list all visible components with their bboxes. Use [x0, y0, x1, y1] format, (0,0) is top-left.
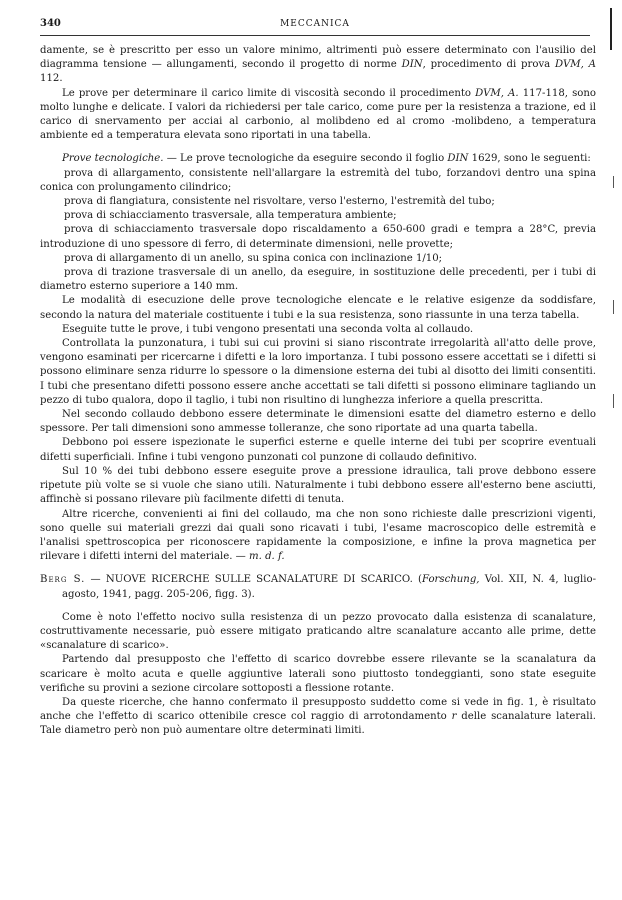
article-heading: Berg S. — NUOVE RICERCHE SULLE SCANALATURE DI SCARICO. (Forschung, Vol. XII, N. 4, luglio-agosto, 1941, pagg. 205-206, figg. 3).: [40, 574, 597, 600]
prove-lead: Prove tecnologiche. — Le prove tecnologiche da eseguire secondo il foglio DIN 1629, sono le seguenti:: [62, 153, 591, 165]
article-paragraph: Da queste ricerche, che hanno confermato il presupposto suddetto come si vede in fig. 1, è risultato anche che l'effetto di scarico ottenibile cresce col raggio di arrotondamento r delle scanalature laterali. Tale diametro però non può aumentare oltre determinati limiti.: [40, 696, 596, 737]
article-paragraph: Come è noto l'effetto nocivo sulla resistenza di un pezzo provocato dalla esistenza di scanalature, costruttivamente necessarie, può essere mitigato praticando altre scanalature accanto alle prime, dette «scanalature di scarico».: [40, 611, 596, 652]
page-number: 340: [40, 18, 61, 29]
paragraph: Controllata la punzonatura, i tubi sui cui provini si siano riscontrate irregolarità all'atto delle prove, vengono esaminati per ricercarne i difetti e la loro importanza. I tubi possono essere accettati se i difetti si possono eliminare senza ridurre lo spessore o la dimensione esterna dei tubi al disotto dei limiti consentiti. I tubi che presentano difetti possono essere anche accettati se tali difetti si possono eliminare tagliando un pezzo di tubo qualora, dopo il taglio, i tubi non risultino di lunghezza inferiore a quella prescritta.: [40, 338, 596, 406]
article-paragraph: Partendo dal presupposto che l'effetto di scarico dovrebbe essere rilevante se la scanalatura da scaricare è molto acuta e quelle aggiuntive laterali sono piuttosto tondeggianti, sono state eseguite verifiche su provini a sezione circolare sottoposti a flessione rotante.: [40, 654, 596, 694]
page-header: [40, 18, 590, 34]
test-list-item: prova di flangiatura, consistente nel risvoltare, verso l'esterno, l'estremità del tubo;: [64, 196, 495, 208]
intro-paragraph-1: damente, se è prescritto per esso un valore minimo, altrimenti può essere determinato con l'ausilio del diagramma tensione — allungamenti, secondo il progetto di norme DIN, procedimento di prova DVM, A 112.: [40, 45, 596, 85]
test-list-item: prova di schiacciamento trasversale, alla temperatura ambiente;: [64, 210, 397, 222]
paragraph: Debbono poi essere ispezionate le superfici esterne e quelle interne dei tubi per scoprire eventuali difetti superficiali. Infine i tubi vengono punzonati col punzone di collaudo definitivo.: [40, 437, 596, 463]
intro-paragraph-2: Le prove per determinare il carico limite di viscosità secondo il procedimento DVM, A. 117-118, sono molto lunghe e delicate. I valori da richiedersi per tale carico, come pure per la resistenza a trazione, ed il carico di snervamento per acciai al carbonio, al molibdeno ed al cromo -molibdeno, a temperatura ambiente ed a temperatura elevata sono riportati in una tabella.: [40, 87, 596, 142]
signature: m. d. f.: [249, 551, 285, 563]
test-list-item: prova di schiacciamento trasversale dopo riscaldamento a 650-600 gradi e tempra a 28°C, previa introduzione di uno spessore di ferro, di determinate dimensioni, nelle provette;: [40, 224, 596, 250]
paragraph: Le modalità di esecuzione delle prove tecnologiche elencate e le relative esigenze da soddisfare, secondo la natura del materiale costituente i tubi e la sua resistenza, sono riassunte in una terza tabella.: [40, 295, 596, 321]
test-list-item: prova di allargamento, consistente nell'allargare la estremità del tubo, forzandovi dentro una spina conica con prolungamento cilindrico;: [40, 167, 596, 193]
paragraph: Eseguite tutte le prove, i tubi vengono presentati una seconda volta al collaudo.: [62, 323, 474, 335]
paragraph: Sul 10 % dei tubi debbono essere eseguite prove a pressione idraulica, tali prove debbono essere ripetute più volte se si vuole che siano utili. Naturalmente i tubi debbono essere all'esterno bene asciutti, affinchè si possano rilevare più facilmente difetti di tenuta.: [40, 465, 596, 506]
test-list-item: prova di trazione trasversale di un anello, da eseguire, in sostituzione delle precedenti, per i tubi di diametro esterno superiore a 140 mm.: [40, 267, 596, 293]
article-title: NUOVE RICERCHE SULLE SCANALATURE DI SCARICO.: [105, 574, 413, 586]
test-list-item: prova di allargamento di un anello, su spina conica con inclinazione 1/10;: [64, 252, 443, 264]
header-rule: [40, 35, 590, 36]
margin-bar: [610, 8, 612, 50]
article-author: Berg S.: [40, 574, 86, 586]
body-text: [40, 44, 596, 739]
running-title: MECCANICA: [280, 19, 350, 29]
paragraph: Nel secondo collaudo debbono essere determinate le dimensioni esatte del diametro esterno e dello spessore. Per tali dimensioni sono ammesse tolleranze, che sono riportate ad una quarta tabella.: [40, 409, 596, 435]
section-heading: Prove tecnologiche.: [62, 153, 164, 165]
journal-name: Forschung,: [421, 574, 480, 586]
closing-paragraph: Altre ricerche, convenienti ai fini del collaudo, ma che non sono richieste dalle prescrizioni vigenti, sono quelle sui materiali grezzi dai quali sono ricavati i tubi, l'esame macroscopico delle estremità e l'analisi spettroscopica per riconoscere rapidamente la composizione, e infine la prova magnetica per rilevare i difetti interni del materiale. — m. d. f.: [40, 508, 596, 563]
margin-mark: [613, 176, 614, 188]
margin-mark: [613, 300, 614, 314]
margin-mark: [613, 394, 614, 408]
